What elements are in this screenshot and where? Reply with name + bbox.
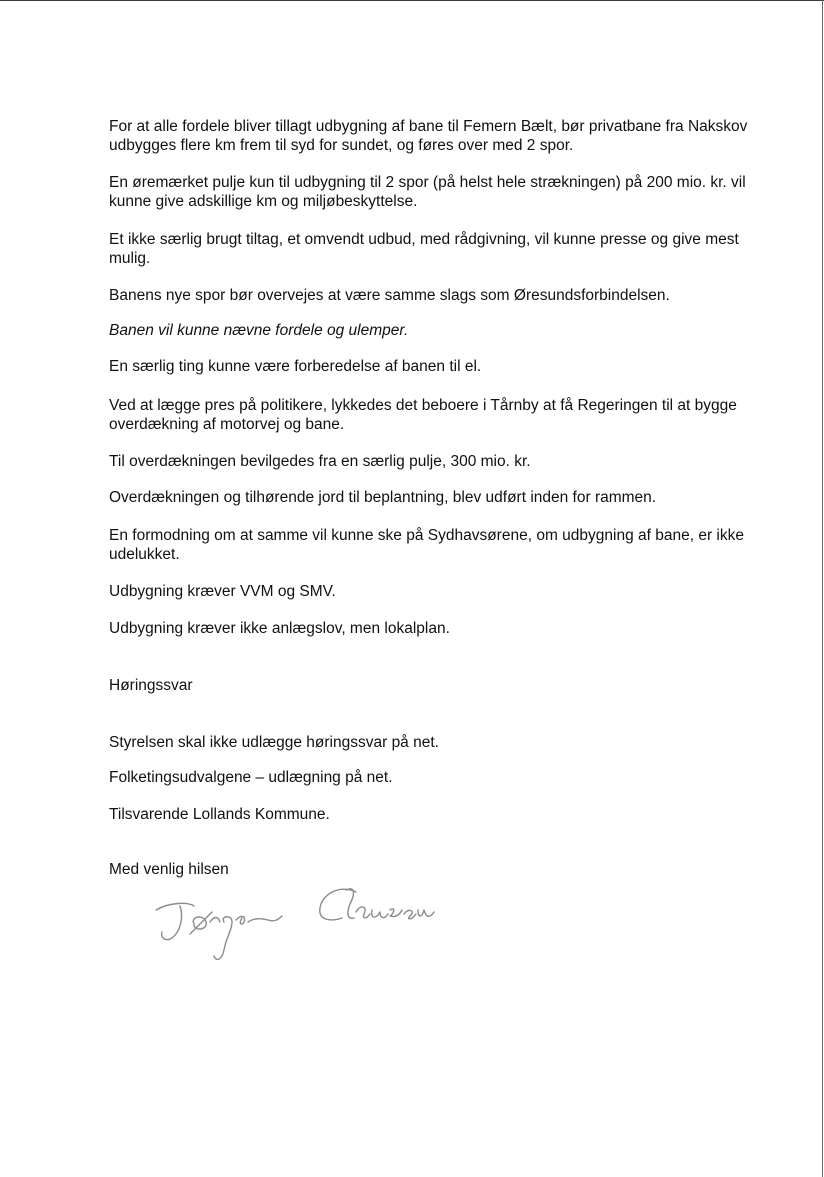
paragraph-14: Folketingsudvalgene – udlægning på net. — [109, 769, 393, 786]
paragraph-13: Styrelsen skal ikke udlægge høringssvar på net. — [109, 734, 439, 751]
paragraph-7: Ved at lægge pres på politikere, lykkedes det beboere i Tårnby at få Regeringen til at bygge overdækning af motorvej og bane. — [109, 397, 737, 433]
paragraph-1: For at alle fordele bliver tillagt udbygning af bane til Femern Bælt, bør privatbane fra Nakskov udbygges flere km frem til syd for sundet, og føres over med 2 spor. — [109, 118, 748, 154]
paragraph-3: Et ikke særlig brugt tiltag, et omvendt udbud, med rådgivning, vil kunne presse og give mest mulig. — [109, 231, 739, 267]
paragraph-8: Til overdækningen bevilgedes fra en særlig pulje, 300 mio. kr. — [109, 453, 531, 470]
section-heading-horingssvar: Høringssvar — [109, 677, 193, 694]
paragraph-10: En formodning om at samme vil kunne ske på Sydhavsørene, om udbygning af bane, er ikke udelukket. — [109, 527, 744, 563]
paragraph-5: Banen vil kunne nævne fordele og ulemper. — [109, 322, 409, 339]
paragraph-12: Udbygning kræver ikke anlægslov, men lokalplan. — [109, 620, 450, 637]
paragraph-6: En særlig ting kunne være forberedelse af banen til el. — [109, 358, 482, 375]
paragraph-9: Overdækningen og tilhørende jord til beplantning, blev udført inden for rammen. — [109, 489, 657, 506]
paragraph-11: Udbygning kræver VVM og SMV. — [109, 583, 336, 600]
paragraph-15: Tilsvarende Lollands Kommune. — [109, 806, 330, 823]
paragraph-2: En øremærket pulje kun til udbygning til 2 spor (på helst hele strækningen) på 200 mio. kr. vil kunne give adskillige km og miljøbeskyttelse. — [109, 174, 746, 210]
paragraph-4: Banens nye spor bør overvejes at være samme slags som Øresundsforbindelsen. — [109, 287, 670, 304]
closing-salutation: Med venlig hilsen — [109, 861, 229, 878]
handwritten-signature — [150, 880, 450, 970]
scan-edge-top — [0, 0, 824, 1]
scan-edge-right — [822, 0, 823, 1177]
